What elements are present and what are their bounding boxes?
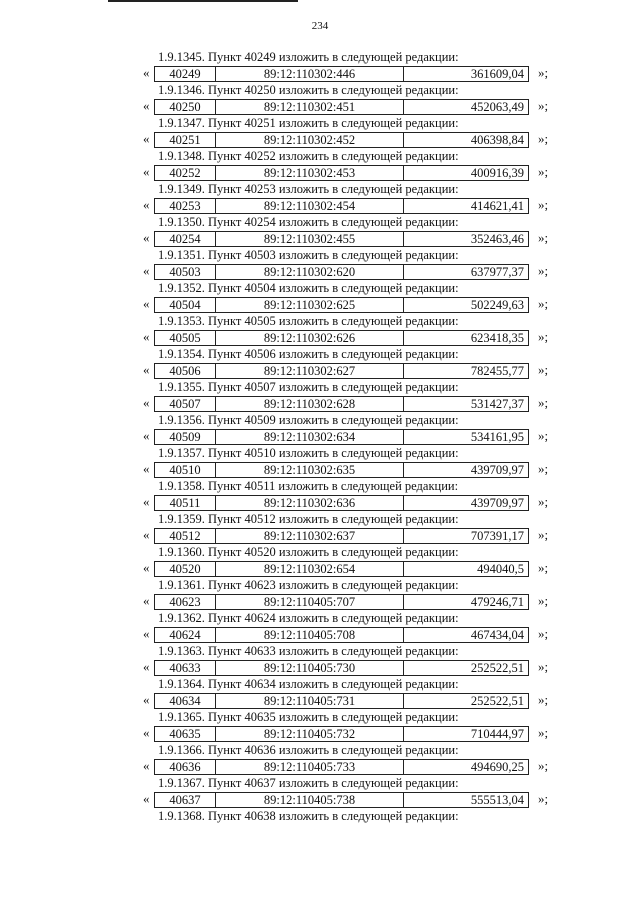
amendment-row bbox=[0, 429, 640, 445]
amendment-table bbox=[154, 528, 529, 544]
opening-quote: « bbox=[143, 758, 150, 773]
amendment-item bbox=[0, 50, 640, 83]
closing-quote: »; bbox=[538, 230, 549, 245]
value-cell: 531427,37 bbox=[404, 397, 529, 412]
table-row bbox=[155, 298, 529, 313]
value-cell: 252522,51 bbox=[404, 661, 529, 676]
header-rule bbox=[108, 0, 298, 2]
table-row bbox=[155, 760, 529, 775]
amendment-heading: 1.9.1355. Пункт 40507 изложить в следующей редакции: bbox=[158, 380, 459, 394]
closing-quote: »; bbox=[538, 428, 549, 443]
opening-quote: « bbox=[143, 329, 150, 344]
amendment-heading: 1.9.1356. Пункт 40509 изложить в следующей редакции: bbox=[158, 413, 459, 427]
amendment-heading: 1.9.1349. Пункт 40253 изложить в следующей редакции: bbox=[158, 182, 459, 196]
value-cell: 252522,51 bbox=[404, 694, 529, 709]
cadastral-number-cell: 89:12:110405:731 bbox=[216, 694, 404, 709]
amendment-table bbox=[154, 165, 529, 181]
amendment-row bbox=[0, 792, 640, 808]
amendment-row bbox=[0, 330, 640, 346]
table-row bbox=[155, 562, 529, 577]
item-number-cell: 40636 bbox=[155, 760, 216, 775]
amendment-item bbox=[0, 479, 640, 512]
item-number-cell: 40504 bbox=[155, 298, 216, 313]
table-row bbox=[155, 727, 529, 742]
amendment-item bbox=[0, 578, 640, 611]
amendment-item bbox=[0, 545, 640, 578]
amendment-heading: 1.9.1364. Пункт 40634 изложить в следующей редакции: bbox=[158, 677, 459, 691]
page-number: 234 bbox=[311, 20, 329, 32]
amendment-item bbox=[0, 809, 640, 842]
item-number-cell: 40505 bbox=[155, 331, 216, 346]
opening-quote: « bbox=[143, 659, 150, 674]
amendment-heading: 1.9.1357. Пункт 40510 изложить в следующей редакции: bbox=[158, 446, 459, 460]
amendment-table bbox=[154, 264, 529, 280]
amendment-row bbox=[0, 66, 640, 82]
amendment-item bbox=[0, 116, 640, 149]
amendment-row bbox=[0, 198, 640, 214]
cadastral-number-cell: 89:12:110302:452 bbox=[216, 133, 404, 148]
opening-quote: « bbox=[143, 428, 150, 443]
value-cell: 361609,04 bbox=[404, 67, 529, 82]
opening-quote: « bbox=[143, 263, 150, 278]
table-row bbox=[155, 397, 529, 412]
cadastral-number-cell: 89:12:110302:451 bbox=[216, 100, 404, 115]
cadastral-number-cell: 89:12:110302:634 bbox=[216, 430, 404, 445]
amendment-heading: 1.9.1361. Пункт 40623 изложить в следующей редакции: bbox=[158, 578, 459, 592]
amendment-row bbox=[0, 396, 640, 412]
amendment-heading: 1.9.1346. Пункт 40250 изложить в следующей редакции: bbox=[158, 83, 459, 97]
amendment-row bbox=[0, 627, 640, 643]
value-cell: 414621,41 bbox=[404, 199, 529, 214]
amendment-heading: 1.9.1362. Пункт 40624 изложить в следующей редакции: bbox=[158, 611, 459, 625]
amendment-heading: 1.9.1345. Пункт 40249 изложить в следующей редакции: bbox=[158, 50, 459, 64]
amendment-row bbox=[0, 165, 640, 181]
amendment-item bbox=[0, 446, 640, 479]
table-row bbox=[155, 793, 529, 808]
opening-quote: « bbox=[143, 560, 150, 575]
item-number-cell: 40250 bbox=[155, 100, 216, 115]
amendment-row bbox=[0, 132, 640, 148]
amendment-table bbox=[154, 132, 529, 148]
closing-quote: »; bbox=[538, 659, 549, 674]
cadastral-number-cell: 89:12:110302:637 bbox=[216, 529, 404, 544]
cadastral-number-cell: 89:12:110302:626 bbox=[216, 331, 404, 346]
table-row bbox=[155, 133, 529, 148]
closing-quote: »; bbox=[538, 131, 549, 146]
amendment-table bbox=[154, 759, 529, 775]
amendment-heading: 1.9.1348. Пункт 40252 изложить в следующей редакции: bbox=[158, 149, 459, 163]
item-number-cell: 40511 bbox=[155, 496, 216, 511]
value-cell: 352463,46 bbox=[404, 232, 529, 247]
amendment-item bbox=[0, 644, 640, 677]
amendment-row bbox=[0, 561, 640, 577]
amendment-item bbox=[0, 380, 640, 413]
amendment-item bbox=[0, 413, 640, 446]
amendment-row bbox=[0, 660, 640, 676]
amendment-heading: 1.9.1360. Пункт 40520 изложить в следующей редакции: bbox=[158, 545, 459, 559]
amendment-heading: 1.9.1365. Пункт 40635 изложить в следующей редакции: bbox=[158, 710, 459, 724]
amendment-item bbox=[0, 347, 640, 380]
cadastral-number-cell: 89:12:110302:625 bbox=[216, 298, 404, 313]
amendment-heading: 1.9.1363. Пункт 40633 изложить в следующей редакции: bbox=[158, 644, 459, 658]
item-number-cell: 40509 bbox=[155, 430, 216, 445]
table-row bbox=[155, 199, 529, 214]
table-row bbox=[155, 364, 529, 379]
opening-quote: « bbox=[143, 230, 150, 245]
amendment-item bbox=[0, 182, 640, 215]
value-cell: 782455,77 bbox=[404, 364, 529, 379]
amendment-heading: 1.9.1351. Пункт 40503 изложить в следующей редакции: bbox=[158, 248, 459, 262]
amendment-heading: 1.9.1366. Пункт 40636 изложить в следующей редакции: bbox=[158, 743, 459, 757]
amendment-row bbox=[0, 363, 640, 379]
table-row bbox=[155, 166, 529, 181]
value-cell: 555513,04 bbox=[404, 793, 529, 808]
value-cell: 534161,95 bbox=[404, 430, 529, 445]
item-number-cell: 40633 bbox=[155, 661, 216, 676]
value-cell: 502249,63 bbox=[404, 298, 529, 313]
table-row bbox=[155, 100, 529, 115]
closing-quote: »; bbox=[538, 164, 549, 179]
amendment-row bbox=[0, 231, 640, 247]
closing-quote: »; bbox=[538, 296, 549, 311]
amendment-table bbox=[154, 297, 529, 313]
closing-quote: »; bbox=[538, 494, 549, 509]
amendment-row bbox=[0, 726, 640, 742]
value-cell: 494690,25 bbox=[404, 760, 529, 775]
table-row bbox=[155, 430, 529, 445]
item-number-cell: 40507 bbox=[155, 397, 216, 412]
cadastral-number-cell: 89:12:110405:708 bbox=[216, 628, 404, 643]
closing-quote: »; bbox=[538, 791, 549, 806]
amendment-item bbox=[0, 314, 640, 347]
amendment-table bbox=[154, 231, 529, 247]
cadastral-number-cell: 89:12:110302:453 bbox=[216, 166, 404, 181]
closing-quote: »; bbox=[538, 593, 549, 608]
amendment-heading: 1.9.1368. Пункт 40638 изложить в следующей редакции: bbox=[158, 809, 459, 823]
amendment-row bbox=[0, 693, 640, 709]
item-number-cell: 40634 bbox=[155, 694, 216, 709]
amendment-row bbox=[0, 759, 640, 775]
item-number-cell: 40520 bbox=[155, 562, 216, 577]
cadastral-number-cell: 89:12:110405:733 bbox=[216, 760, 404, 775]
item-number-cell: 40506 bbox=[155, 364, 216, 379]
opening-quote: « bbox=[143, 197, 150, 212]
closing-quote: »; bbox=[538, 692, 549, 707]
opening-quote: « bbox=[143, 461, 150, 476]
closing-quote: »; bbox=[538, 263, 549, 278]
amendment-table bbox=[154, 495, 529, 511]
value-cell: 439709,97 bbox=[404, 463, 529, 478]
cadastral-number-cell: 89:12:110405:732 bbox=[216, 727, 404, 742]
amendment-row bbox=[0, 495, 640, 511]
cadastral-number-cell: 89:12:110302:628 bbox=[216, 397, 404, 412]
cadastral-number-cell: 89:12:110302:446 bbox=[216, 67, 404, 82]
closing-quote: »; bbox=[538, 65, 549, 80]
item-number-cell: 40637 bbox=[155, 793, 216, 808]
cadastral-number-cell: 89:12:110302:454 bbox=[216, 199, 404, 214]
closing-quote: »; bbox=[538, 725, 549, 740]
table-row bbox=[155, 529, 529, 544]
opening-quote: « bbox=[143, 527, 150, 542]
amendment-row bbox=[0, 99, 640, 115]
amendment-heading: 1.9.1367. Пункт 40637 изложить в следующей редакции: bbox=[158, 776, 459, 790]
cadastral-number-cell: 89:12:110302:620 bbox=[216, 265, 404, 280]
amendment-item bbox=[0, 776, 640, 809]
amendment-item bbox=[0, 215, 640, 248]
closing-quote: »; bbox=[538, 758, 549, 773]
item-number-cell: 40623 bbox=[155, 595, 216, 610]
opening-quote: « bbox=[143, 98, 150, 113]
opening-quote: « bbox=[143, 626, 150, 641]
opening-quote: « bbox=[143, 494, 150, 509]
closing-quote: »; bbox=[538, 98, 549, 113]
table-row bbox=[155, 232, 529, 247]
table-row bbox=[155, 67, 529, 82]
amendment-table bbox=[154, 198, 529, 214]
cadastral-number-cell: 89:12:110302:627 bbox=[216, 364, 404, 379]
opening-quote: « bbox=[143, 164, 150, 179]
value-cell: 400916,39 bbox=[404, 166, 529, 181]
table-row bbox=[155, 595, 529, 610]
cadastral-number-cell: 89:12:110302:455 bbox=[216, 232, 404, 247]
amendment-heading: 1.9.1350. Пункт 40254 изложить в следующей редакции: bbox=[158, 215, 459, 229]
amendment-table bbox=[154, 726, 529, 742]
opening-quote: « bbox=[143, 65, 150, 80]
amendment-heading: 1.9.1353. Пункт 40505 изложить в следующей редакции: bbox=[158, 314, 459, 328]
value-cell: 467434,04 bbox=[404, 628, 529, 643]
amendment-table bbox=[154, 99, 529, 115]
closing-quote: »; bbox=[538, 560, 549, 575]
amendment-list bbox=[0, 50, 640, 842]
closing-quote: »; bbox=[538, 626, 549, 641]
amendment-item bbox=[0, 149, 640, 182]
closing-quote: »; bbox=[538, 362, 549, 377]
value-cell: 637977,37 bbox=[404, 265, 529, 280]
amendment-table bbox=[154, 594, 529, 610]
opening-quote: « bbox=[143, 131, 150, 146]
closing-quote: »; bbox=[538, 461, 549, 476]
item-number-cell: 40624 bbox=[155, 628, 216, 643]
amendment-row bbox=[0, 594, 640, 610]
amendment-heading: 1.9.1358. Пункт 40511 изложить в следующей редакции: bbox=[158, 479, 459, 493]
amendment-table bbox=[154, 462, 529, 478]
value-cell: 623418,35 bbox=[404, 331, 529, 346]
value-cell: 707391,17 bbox=[404, 529, 529, 544]
amendment-row bbox=[0, 297, 640, 313]
table-row bbox=[155, 628, 529, 643]
cadastral-number-cell: 89:12:110405:730 bbox=[216, 661, 404, 676]
amendment-table bbox=[154, 660, 529, 676]
value-cell: 479246,71 bbox=[404, 595, 529, 610]
opening-quote: « bbox=[143, 593, 150, 608]
value-cell: 452063,49 bbox=[404, 100, 529, 115]
table-row bbox=[155, 694, 529, 709]
closing-quote: »; bbox=[538, 197, 549, 212]
amendment-heading: 1.9.1347. Пункт 40251 изложить в следующей редакции: bbox=[158, 116, 459, 130]
table-row bbox=[155, 661, 529, 676]
item-number-cell: 40510 bbox=[155, 463, 216, 478]
table-row bbox=[155, 331, 529, 346]
amendment-table bbox=[154, 792, 529, 808]
opening-quote: « bbox=[143, 296, 150, 311]
amendment-item bbox=[0, 83, 640, 116]
opening-quote: « bbox=[143, 725, 150, 740]
amendment-item bbox=[0, 512, 640, 545]
item-number-cell: 40254 bbox=[155, 232, 216, 247]
item-number-cell: 40252 bbox=[155, 166, 216, 181]
amendment-item bbox=[0, 710, 640, 743]
amendment-item bbox=[0, 281, 640, 314]
item-number-cell: 40503 bbox=[155, 265, 216, 280]
value-cell: 710444,97 bbox=[404, 727, 529, 742]
item-number-cell: 40512 bbox=[155, 529, 216, 544]
table-row bbox=[155, 265, 529, 280]
amendment-table bbox=[154, 429, 529, 445]
closing-quote: »; bbox=[538, 527, 549, 542]
cadastral-number-cell: 89:12:110302:635 bbox=[216, 463, 404, 478]
opening-quote: « bbox=[143, 692, 150, 707]
value-cell: 406398,84 bbox=[404, 133, 529, 148]
amendment-row bbox=[0, 462, 640, 478]
amendment-table bbox=[154, 330, 529, 346]
item-number-cell: 40251 bbox=[155, 133, 216, 148]
amendment-row bbox=[0, 264, 640, 280]
table-row bbox=[155, 496, 529, 511]
amendment-item bbox=[0, 677, 640, 710]
cadastral-number-cell: 89:12:110405:707 bbox=[216, 595, 404, 610]
value-cell: 439709,97 bbox=[404, 496, 529, 511]
value-cell: 494040,5 bbox=[404, 562, 529, 577]
opening-quote: « bbox=[143, 362, 150, 377]
amendment-table bbox=[154, 561, 529, 577]
amendment-item bbox=[0, 611, 640, 644]
amendment-table bbox=[154, 627, 529, 643]
item-number-cell: 40249 bbox=[155, 67, 216, 82]
item-number-cell: 40635 bbox=[155, 727, 216, 742]
amendment-item bbox=[0, 248, 640, 281]
table-row bbox=[155, 463, 529, 478]
amendment-heading: 1.9.1354. Пункт 40506 изложить в следующей редакции: bbox=[158, 347, 459, 361]
amendment-table bbox=[154, 693, 529, 709]
opening-quote: « bbox=[143, 791, 150, 806]
amendment-heading: 1.9.1359. Пункт 40512 изложить в следующей редакции: bbox=[158, 512, 459, 526]
cadastral-number-cell: 89:12:110302:636 bbox=[216, 496, 404, 511]
amendment-heading: 1.9.1352. Пункт 40504 изложить в следующей редакции: bbox=[158, 281, 459, 295]
cadastral-number-cell: 89:12:110302:654 bbox=[216, 562, 404, 577]
amendment-table bbox=[154, 363, 529, 379]
closing-quote: »; bbox=[538, 395, 549, 410]
amendment-table bbox=[154, 66, 529, 82]
opening-quote: « bbox=[143, 395, 150, 410]
item-number-cell: 40253 bbox=[155, 199, 216, 214]
amendment-table bbox=[154, 396, 529, 412]
closing-quote: »; bbox=[538, 329, 549, 344]
amendment-row bbox=[0, 528, 640, 544]
cadastral-number-cell: 89:12:110405:738 bbox=[216, 793, 404, 808]
amendment-item bbox=[0, 743, 640, 776]
